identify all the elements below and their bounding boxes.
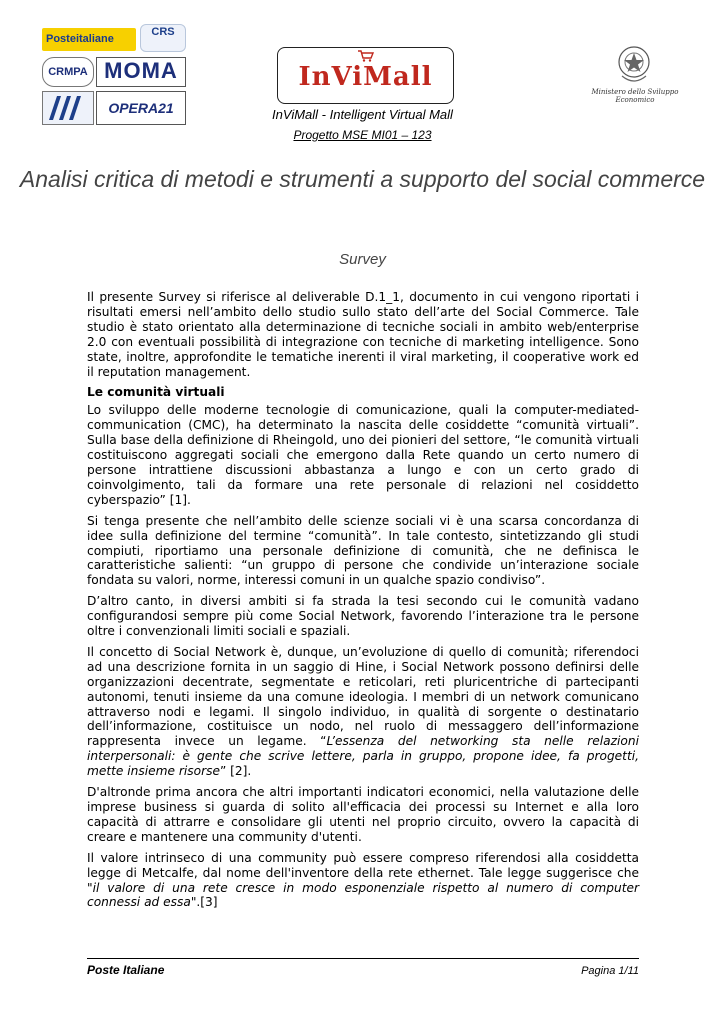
shopping-cart-icon <box>358 50 374 62</box>
paragraph: Lo sviluppo delle moderne tecnologie di comunicazione, quali la computer-mediated-communication (CMC), ha determinato la nascita delle cosiddette “comunità virtuali”. Sulla base della definizione di Rheingold, uno dei pionieri del settore, “le comunità virtuali costituiscono aggregati sociali che emergono dalla Rete quando un certo numero di persone intrattiene discussioni abbastanza a lungo e con un certo grado di coinvolgimento, tali da formare una rete personale di relazioni nel cosiddetto cyberspazio” [1]. <box>87 403 639 507</box>
intro-paragraph: Il presente Survey si riferisce al deliverable D.1_1, documento in cui vengono riportati i risultati emersi nell’ambito dello studio sullo stato dell’arte del Social Commerce. Tale studio è stato orientato alla determinazione di tecniche sociali in ambito web/enterprise 2.0 con eventuali possibilità di integrazione con tecniche di marketing intelligence. Sono state, inoltre, approfondite le tematiche inerenti il viral marketing, il cooperative work ed il reputation management. <box>87 290 639 379</box>
paragraph: D’altro canto, in diversi ambiti si fa strada la tesi secondo cui le comunità vadano configurandosi sempre più come Social Network, favorendo l’interazione tra le persone oltre i convenzionali limiti sociali e spaziali. <box>87 594 639 639</box>
document-body <box>87 290 639 916</box>
paragraph: Si tenga presente che nell’ambito delle scienze sociali vi è una scarsa concordanza di idee sulla definizione del termine “comunità”. In tale contesto, sintetizzando gli studi compiuti, riportiamo una personale definizione di comunità, che ne definisca le caratteristiche salienti: “un gruppo di persone che condivide un’interazione sociale fondata su valori, norme, interessi comuni in un qualche spazio condiviso”. <box>87 513 639 588</box>
section-heading: Le comunità virtuali <box>87 385 225 400</box>
poste-italiane-logo: Posteitaliane <box>42 28 136 51</box>
citation: ".[3] <box>190 895 218 910</box>
invimall-logo-text: InViMall <box>298 62 433 92</box>
citation: ” [2]. <box>219 764 252 779</box>
quote: il valore di una rete cresce in modo esponenziale rispetto al numero di computer connessi ad essa <box>87 880 639 910</box>
paragraph-text: Il concetto di Social Network è, dunque, un’evoluzione di quello di comunità; riferendoci ad una descrizione fornita in un saggio di Hine, i Social Network possono definirsi delle organizzazioni decentrate, segmentate e reticolari, reti pluricentriche di partecipanti autonomi, tenuti insieme da una comune ideologia. I membri di un network comunicano attraverso nodi e legami. Il singolo individuo, in qualità di sorgente o destinatario dell’informazione, costituisce un nodo, nel ruolo di messaggero dell’informazione rappresenta invece un legame. “ <box>87 644 639 749</box>
paragraph-text: Il valore intrinseco di una community può essere compreso riferendosi alla cosiddetta legge di Metcalfe, dal nome dell'inventore della rete ethernet. Tale legge suggerisce che " <box>87 850 639 895</box>
crs-logo: CRS <box>140 24 186 52</box>
project-subtitle: InViMall - Intelligent Virtual Mall <box>272 107 453 122</box>
page-number: Pagina 1/11 <box>581 965 639 977</box>
paragraph-social-network <box>87 645 639 779</box>
quote: L’essenza del networking sta nelle relazioni interpersonali: è gente che scrive lettere, parla in gruppo, propone idee, fa progetti, mette insieme risorse <box>87 734 639 779</box>
italian-republic-emblem-icon <box>614 42 654 86</box>
document-title: Analisi critica di metodi e strumenti a supporto del social commerce <box>19 166 706 192</box>
crmpa-logo: CRMPA <box>42 57 94 87</box>
invimall-logo <box>277 47 454 104</box>
ministry-caption: Ministero dello Sviluppo Economico <box>591 88 679 104</box>
paragraph: D'altronde prima ancora che altri importanti indicatori economici, nella valutazione delle imprese business si guarda di solito all'efficacia dei processi su Internet e alla loro capacità di attrarre e consolidare gli utenti nel proprio circuito, ovvero la capacità di creare e mantenere una community d'utenti. <box>87 785 639 844</box>
paragraph-metcalfe <box>87 851 639 911</box>
opera21-logo: OPERA21 <box>96 91 186 125</box>
footer-divider <box>87 958 639 959</box>
footer-company: Poste Italiane <box>87 963 165 977</box>
section-label: Survey <box>339 251 386 268</box>
moma-logo: MOMA <box>96 57 186 87</box>
project-code: Progetto MSE MI01 – 123 <box>293 128 432 142</box>
